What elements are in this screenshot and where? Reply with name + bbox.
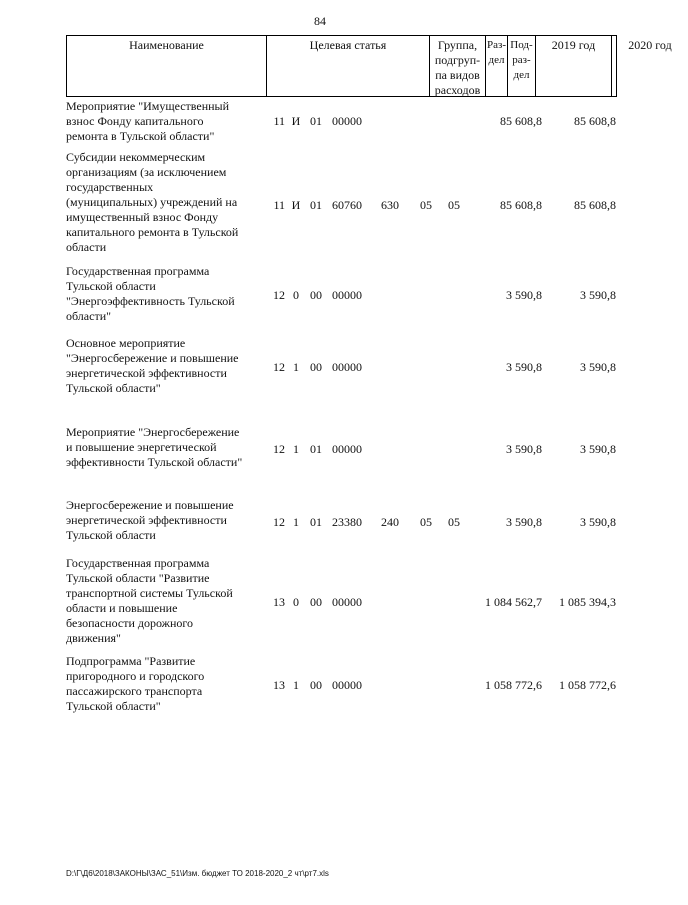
cell-subprogram: 1 (293, 442, 299, 456)
cell-direction: 00000 (332, 114, 362, 128)
header-name: Наименование (67, 36, 267, 97)
cell-main-event: 00 (310, 595, 322, 609)
row-name: Субсидии некоммерческим организациям (за исключением государственных (муниципальных) учреждений на имущественный взнос Фонду капитального ремонта в Тульской области (66, 150, 239, 254)
cell-direction: 00000 (332, 595, 362, 609)
file-path-footer: D:\Г\Д6\2018\ЗАКОНЫ\ЗАС_51\Изм. бюджет ТО 2018-2020_2 чт\рт7.xls (66, 869, 329, 878)
cell-expense-group: 240 (381, 515, 399, 529)
header-year-2019: 2019 год (536, 36, 612, 97)
cell-section: 05 (420, 515, 432, 529)
cell-program: 11 (273, 114, 285, 128)
cell-2019: 3 590,8 (506, 360, 542, 374)
cell-direction: 00000 (332, 678, 362, 692)
cell-2019: 3 590,8 (506, 442, 542, 456)
cell-section: 05 (420, 198, 432, 212)
cell-subprogram: И (291, 114, 301, 128)
cell-direction: 00000 (332, 288, 362, 302)
row-name: Мероприятие "Имущественный взнос Фонду капитального ремонта в Тульской области" (66, 99, 230, 143)
cell-program: 12 (273, 360, 285, 374)
table-header (66, 35, 672, 97)
cell-2019: 1 084 562,7 (485, 595, 542, 609)
row-name: Энергосбережение и повышение энергетической эффективности Тульской области (66, 498, 234, 542)
cell-main-event: 00 (310, 288, 322, 302)
row-name: Государственная программа Тульской области "Энергоэффективность Тульской области" (66, 264, 235, 323)
cell-2020: 1 085 394,3 (559, 595, 616, 609)
header-section: Раз- дел (486, 36, 508, 97)
cell-2019: 85 608,8 (500, 198, 542, 212)
cell-2019: 85 608,8 (500, 114, 542, 128)
cell-program: 13 (273, 595, 285, 609)
cell-2020: 3 590,8 (580, 288, 616, 302)
cell-2020: 3 590,8 (580, 360, 616, 374)
cell-subprogram: И (291, 198, 301, 212)
cell-subprogram: 0 (293, 288, 299, 302)
page-number: 84 (314, 14, 326, 28)
row-name: Государственная программа Тульской области "Развитие транспортной системы Тульской области и повышение безопасности дорожного движения" (66, 556, 233, 645)
header-subsection: Под- раз- дел (508, 36, 536, 97)
row-name: Мероприятие "Энергосбережение и повышение энергетической эффективности Тульской области" (66, 425, 243, 469)
cell-program: 13 (273, 678, 285, 692)
cell-main-event: 01 (310, 442, 322, 456)
cell-program: 12 (273, 288, 285, 302)
header-expense-group: Группа, подгруп- па видов расходов (430, 36, 486, 97)
cell-main-event: 01 (310, 515, 322, 529)
cell-direction: 00000 (332, 360, 362, 374)
cell-subprogram: 0 (293, 595, 299, 609)
cell-subprogram: 1 (293, 678, 299, 692)
cell-2020: 3 590,8 (580, 442, 616, 456)
cell-program: 11 (273, 198, 285, 212)
cell-direction: 23380 (332, 515, 362, 529)
cell-2020: 85 608,8 (574, 114, 616, 128)
cell-subsection: 05 (448, 198, 460, 212)
cell-subprogram: 1 (293, 515, 299, 529)
cell-program: 12 (273, 442, 285, 456)
cell-2019: 3 590,8 (506, 515, 542, 529)
cell-2020: 85 608,8 (574, 198, 616, 212)
cell-2019: 3 590,8 (506, 288, 542, 302)
header-year-2020: 2020 год (628, 38, 672, 52)
cell-2020: 3 590,8 (580, 515, 616, 529)
cell-main-event: 00 (310, 360, 322, 374)
cell-program: 12 (273, 515, 285, 529)
cell-main-event: 01 (310, 114, 322, 128)
cell-direction: 60760 (332, 198, 362, 212)
row-name: Подпрограмма "Развитие пригородного и городского пассажирского транспорта Тульской области" (66, 654, 205, 713)
cell-expense-group: 630 (381, 198, 399, 212)
cell-direction: 00000 (332, 442, 362, 456)
cell-main-event: 00 (310, 678, 322, 692)
cell-2019: 1 058 772,6 (485, 678, 542, 692)
header-target-article: Целевая статья (267, 36, 430, 97)
cell-subprogram: 1 (293, 360, 299, 374)
cell-subsection: 05 (448, 515, 460, 529)
cell-2020: 1 058 772,6 (559, 678, 616, 692)
cell-main-event: 01 (310, 198, 322, 212)
row-name: Основное мероприятие "Энергосбережение и повышение энергетической эффективности Тульской области" (66, 336, 239, 395)
